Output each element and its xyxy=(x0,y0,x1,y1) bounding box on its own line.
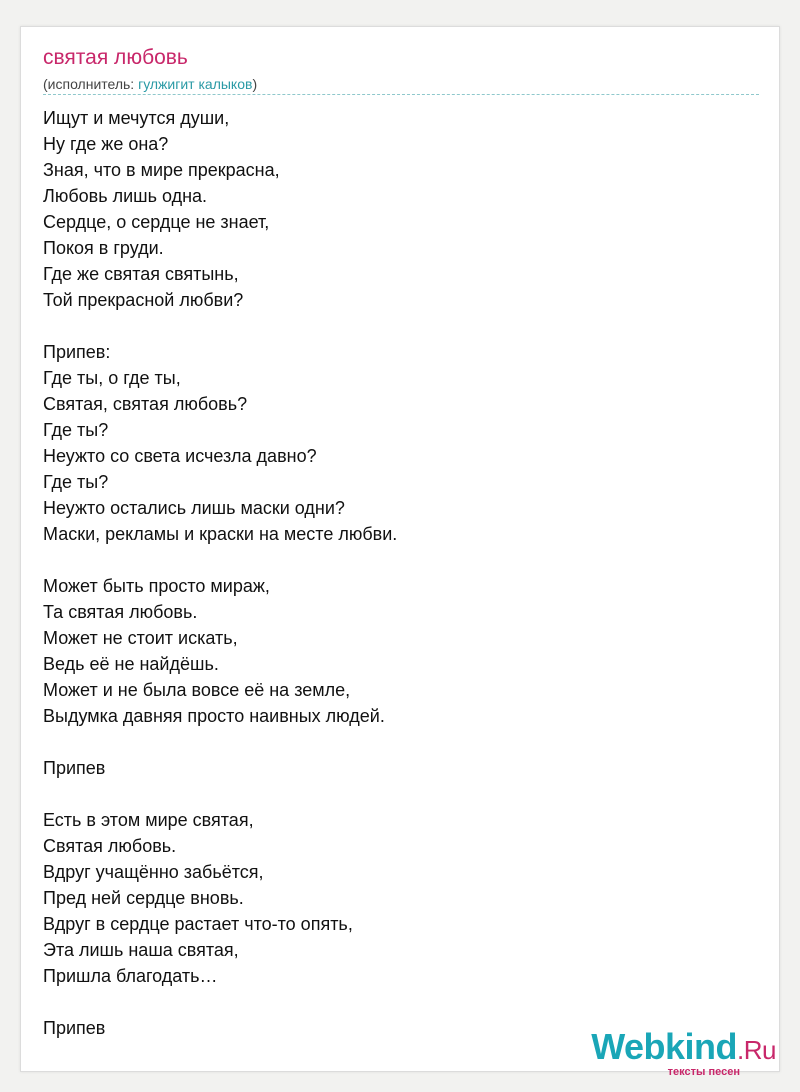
lyric-spacer xyxy=(43,313,743,339)
lyric-line: Где ты, о где ты, xyxy=(43,368,181,388)
lyric-line: Может быть просто мираж, xyxy=(43,576,270,596)
site-logo xyxy=(591,1026,776,1078)
lyric-line: Той прекрасной любви? xyxy=(43,290,244,310)
lyric-line: Вдруг учащённо забьётся, xyxy=(43,862,264,882)
song-title: святая любовь xyxy=(43,46,188,69)
lyric-line: Пришла благодать… xyxy=(43,966,218,986)
lyric-line: Любовь лишь одна. xyxy=(43,186,208,206)
lyric-line: Вдруг в сердце растает что-то опять, xyxy=(43,914,353,934)
lyric-line: Покоя в груди. xyxy=(43,238,164,258)
lyric-line: Неужто со света исчезла давно? xyxy=(43,446,317,466)
lyric-line: Ищут и мечутся души, xyxy=(43,108,230,128)
lyrics-body xyxy=(43,105,743,1041)
lyric-spacer xyxy=(43,989,743,1015)
lyrics-card xyxy=(20,26,780,1072)
lyric-spacer xyxy=(43,547,743,573)
logo-suffix: .Ru xyxy=(737,1035,776,1065)
byline-prefix: (исполнитель: xyxy=(43,76,139,92)
lyric-spacer xyxy=(43,729,743,755)
lyric-line: Есть в этом мире святая, xyxy=(43,810,254,830)
lyric-line: Может не стоит искать, xyxy=(43,628,238,648)
lyric-line: Может и не была вовсе её на земле, xyxy=(43,680,351,700)
lyric-line: Неужто остались лишь маски одни? xyxy=(43,498,345,518)
lyric-line: Ну где же она? xyxy=(43,134,169,154)
lyric-line: Где же святая святынь, xyxy=(43,264,239,284)
logo-main-text: Webkind xyxy=(591,1026,738,1067)
lyric-line: Зная, что в мире прекрасна, xyxy=(43,160,280,180)
byline-suffix: ) xyxy=(252,76,258,92)
song-byline xyxy=(43,75,257,93)
title-divider xyxy=(43,94,759,95)
lyric-line: Припев xyxy=(43,1018,106,1038)
lyric-line: Ведь её не найдёшь. xyxy=(43,654,219,674)
lyric-line: Припев: xyxy=(43,342,111,362)
lyric-line: Пред ней сердце вновь. xyxy=(43,888,244,908)
lyric-spacer xyxy=(43,781,743,807)
logo-tagline: тексты песен xyxy=(667,1066,740,1078)
lyric-line: Припев xyxy=(43,758,106,778)
lyric-line: Где ты? xyxy=(43,420,109,440)
lyric-line: Выдумка давняя просто наивных людей. xyxy=(43,706,385,726)
lyric-line: Святая любовь. xyxy=(43,836,177,856)
lyric-line: Где ты? xyxy=(43,472,109,492)
lyric-line: Сердце, о сердце не знает, xyxy=(43,212,270,232)
lyric-line: Эта лишь наша святая, xyxy=(43,940,239,960)
lyric-line: Та святая любовь. xyxy=(43,602,198,622)
lyric-line: Святая, святая любовь? xyxy=(43,394,248,414)
lyric-line: Маски, рекламы и краски на месте любви. xyxy=(43,524,398,544)
artist-link[interactable]: гулжигит калыков xyxy=(138,76,253,92)
